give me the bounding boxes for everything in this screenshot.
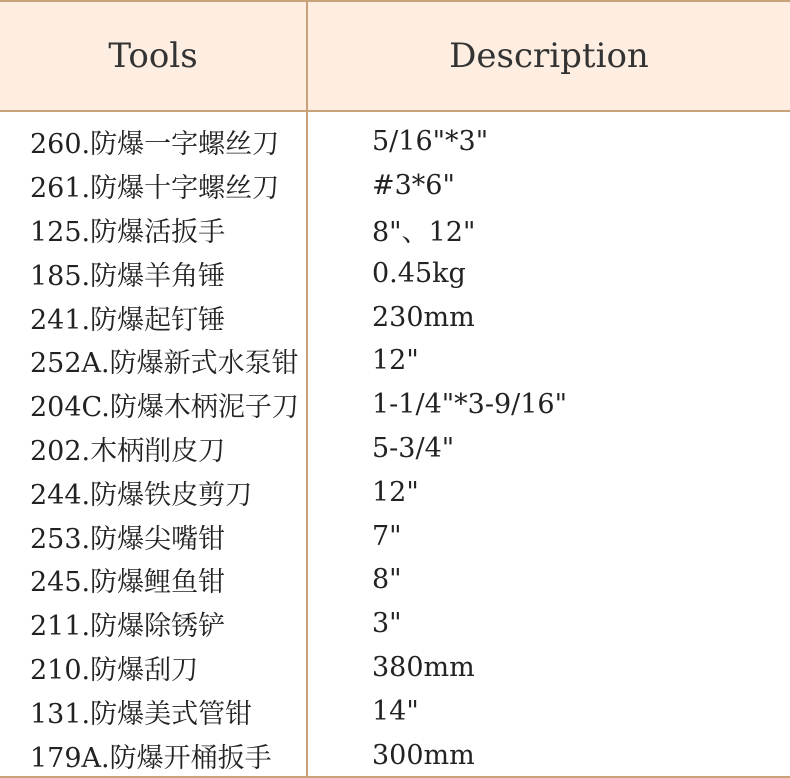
tool-cell: 252A.防爆新式水泵钳 [30,348,299,380]
description-cell: 12" [372,345,419,377]
table-row [0,602,790,646]
column-header-tools: Tools [108,36,198,76]
table-row [0,427,790,471]
table-row [0,383,790,427]
description-cell: 0.45kg [372,257,466,289]
tool-cell: 210.防爆刮刀 [30,654,199,686]
table-row [0,339,790,383]
table-row [0,164,790,208]
table-row [0,558,790,602]
description-cell: 5-3/4" [372,432,455,464]
description-cell: 1-1/4"*3-9/16" [372,389,568,421]
table-row [0,646,790,690]
table-body [0,120,790,777]
tool-cell: 253.防爆尖嘴钳 [30,523,226,555]
tool-cell: 261.防爆十字螺丝刀 [30,173,280,205]
tool-cell: 202.木柄削皮刀 [30,435,226,467]
tool-cell: 244.防爆铁皮剪刀 [30,479,253,511]
description-cell: 230mm [372,301,475,333]
tool-cell: 204C.防爆木柄泥子刀 [30,392,299,424]
table-row [0,470,790,514]
tool-cell: 185.防爆羊角锤 [30,260,226,292]
table-row [0,295,790,339]
table-row [0,208,790,252]
tool-cell: 211.防爆除锈铲 [30,611,226,643]
table-row [0,251,790,295]
description-cell: 7" [372,520,402,552]
column-header-description: Description [449,36,649,76]
description-cell: 12" [372,476,419,508]
description-cell: 3" [372,608,402,640]
tool-cell: 179A.防爆开桶扳手 [30,742,272,774]
description-cell: 300mm [372,739,475,771]
tool-cell: 245.防爆鲤鱼钳 [30,567,226,599]
tool-cell: 125.防爆活扳手 [30,216,226,248]
table-row [0,514,790,558]
tool-cell: 260.防爆一字螺丝刀 [30,129,280,161]
tool-cell: 131.防爆美式管钳 [30,698,253,730]
table-row [0,120,790,164]
table-row [0,733,790,777]
table-row [0,689,790,733]
table-header [0,2,790,112]
tool-cell: 241.防爆起钉锤 [30,304,226,336]
description-cell: 8"、12" [372,216,476,248]
description-cell: 5/16"*3" [372,126,489,158]
description-cell: 8" [372,564,402,596]
description-cell: #3*6" [372,170,455,202]
description-cell: 380mm [372,651,475,683]
description-cell: 14" [372,695,419,727]
